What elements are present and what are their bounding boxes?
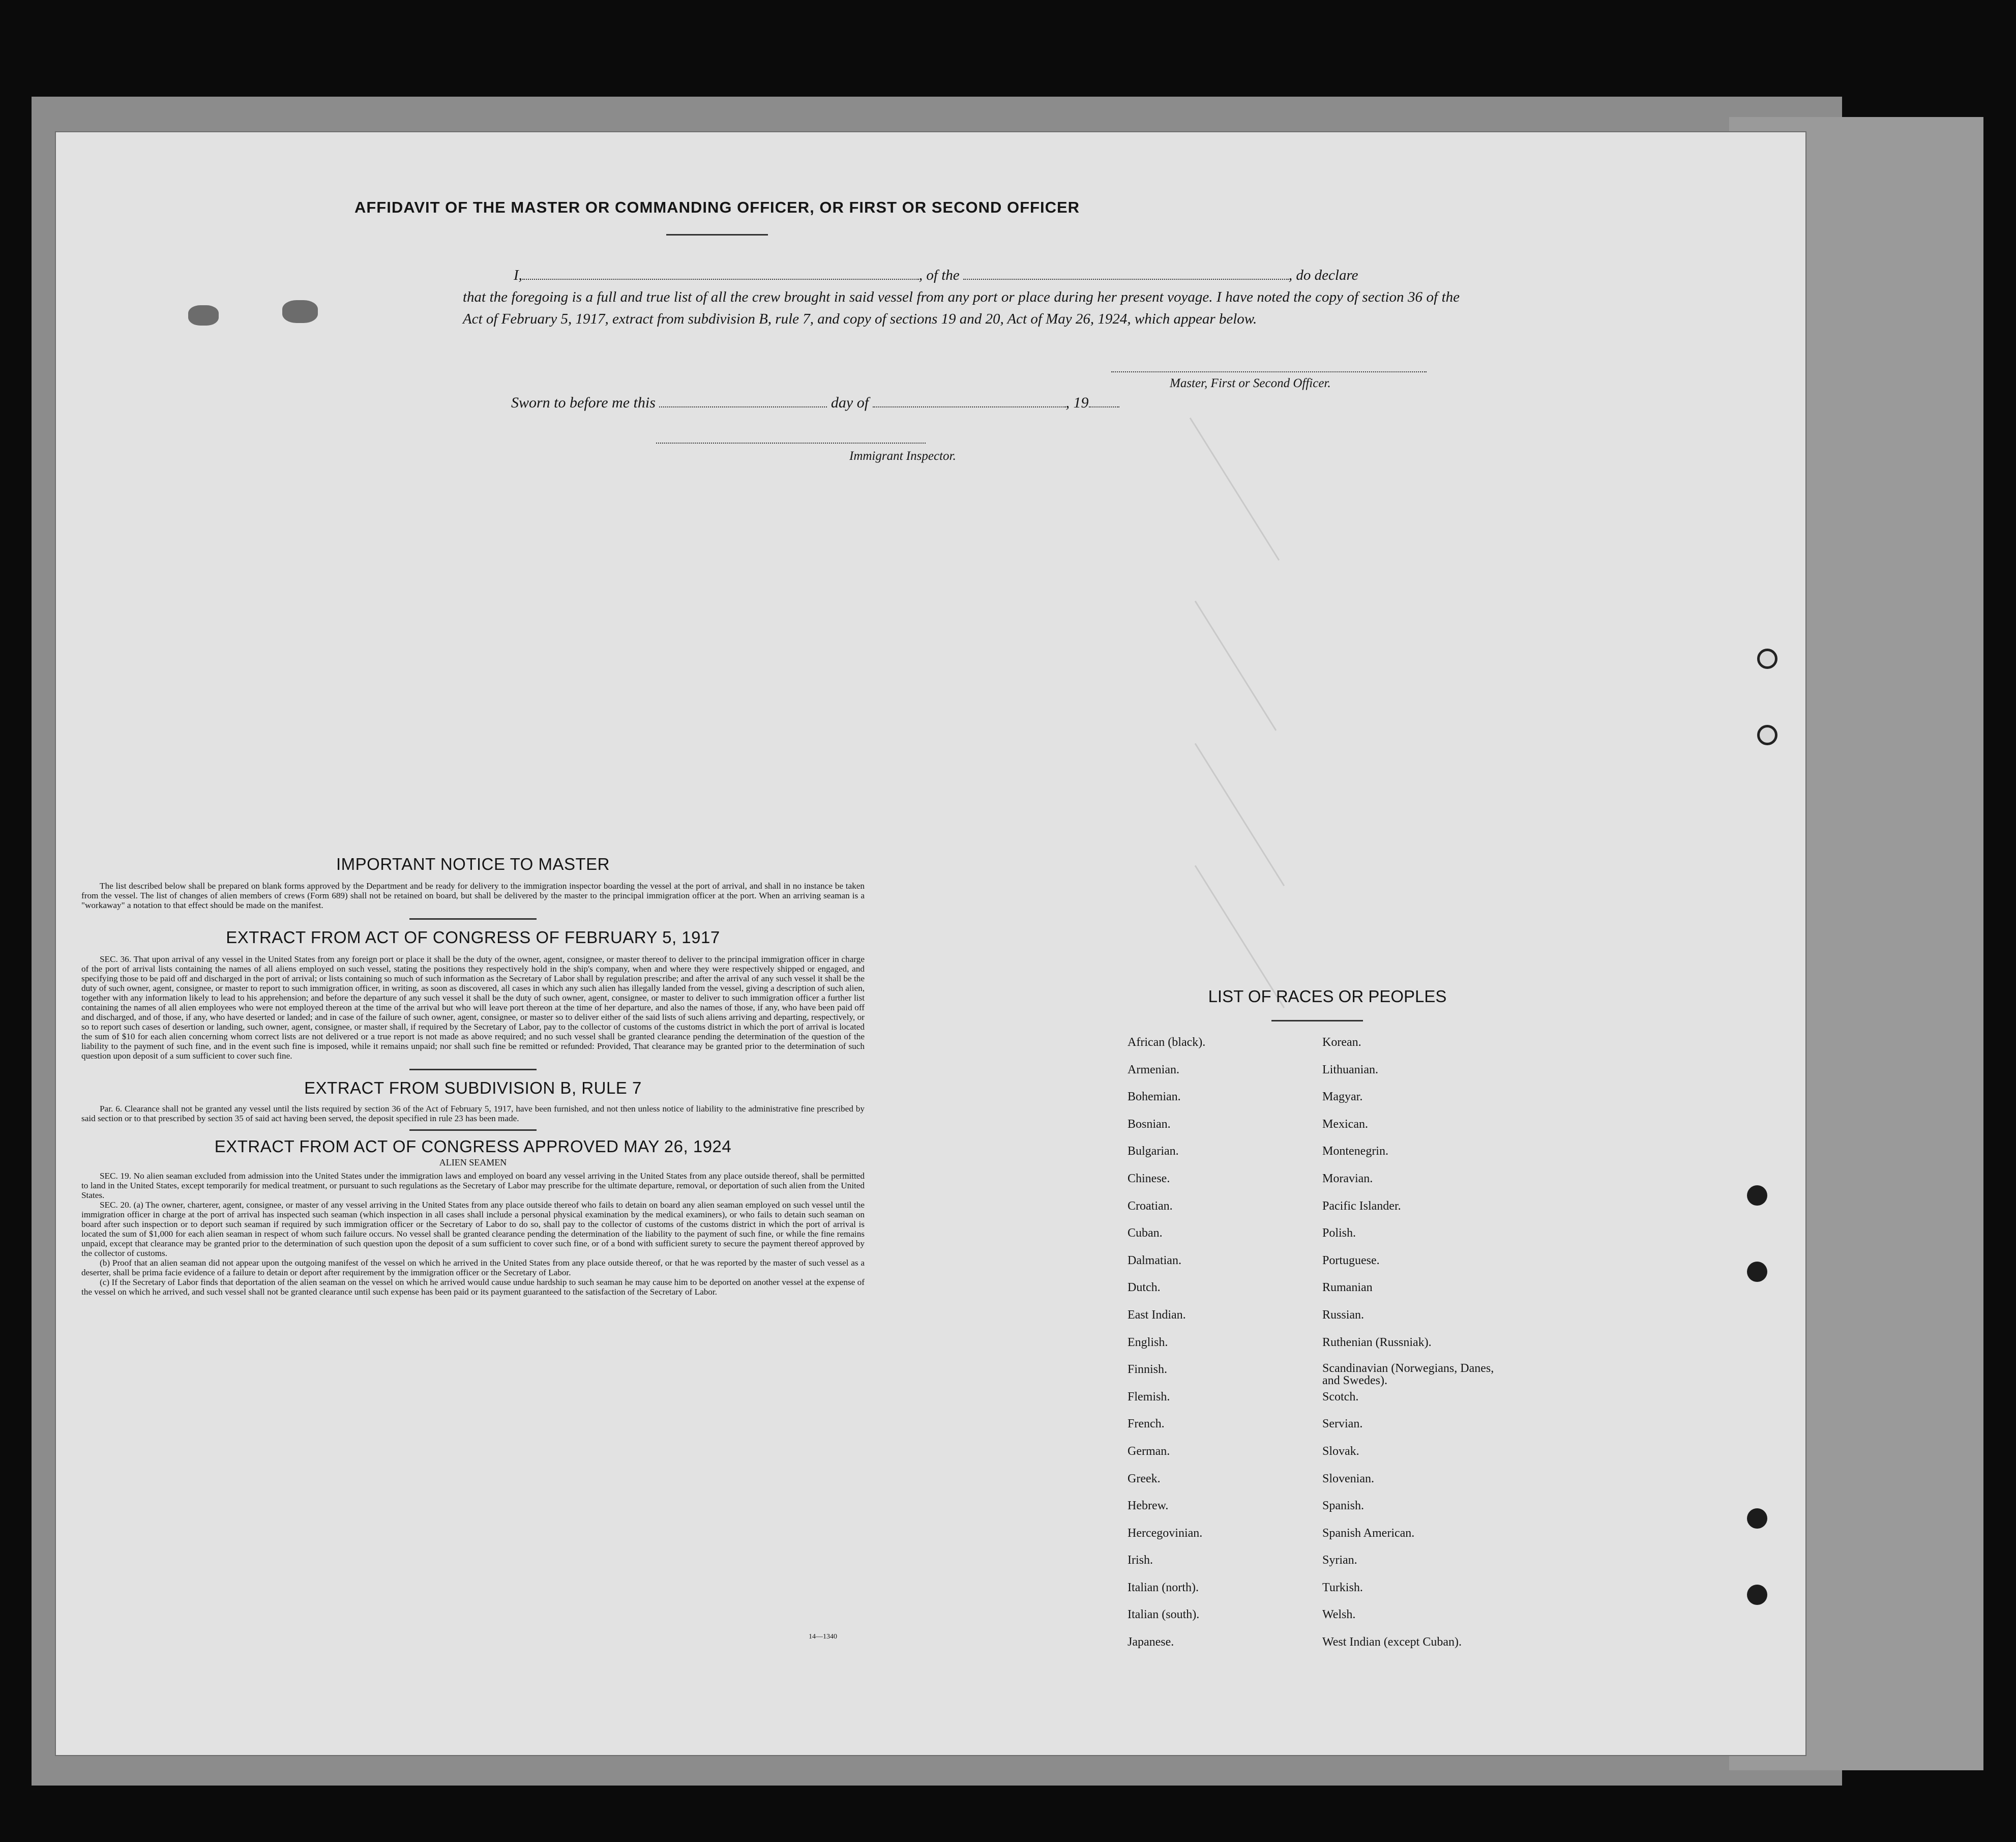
notice-title: IMPORTANT NOTICE TO MASTER xyxy=(336,855,610,873)
race-item: Moravian. xyxy=(1322,1172,1373,1185)
race-item: Flemish. xyxy=(1128,1390,1170,1404)
section-divider xyxy=(409,918,537,920)
race-item: Japanese. xyxy=(1128,1635,1174,1649)
race-item: Italian (south). xyxy=(1128,1608,1200,1622)
race-item: Polish. xyxy=(1322,1226,1356,1240)
section-divider xyxy=(409,1129,537,1131)
race-item: Servian. xyxy=(1322,1417,1363,1431)
affidavit-title: AFFIDAVIT OF THE MASTER OR COMMANDING OFFICER, OR FIRST OR SECOND OFFICER xyxy=(354,198,1080,216)
race-item: Scotch. xyxy=(1322,1390,1359,1404)
race-item: Mexican. xyxy=(1322,1117,1368,1131)
races-left-column xyxy=(1128,1035,1205,1662)
race-item: Chinese. xyxy=(1128,1172,1170,1185)
act-1924-sec20c: (c) If the Secretary of Labor finds that deportation of the alien seaman on the vessel on which he arrived would cause undue hardship to such seaman he may cause him to be deported on another vessel at the expense of the vessel on which he arrived, and such vessel shall not be granted clearance until such expense has been paid or its payment guaranteed to the satisfaction of the Secretary of Labor. xyxy=(81,1277,865,1297)
month-blank xyxy=(873,395,1066,407)
race-item: Bosnian. xyxy=(1128,1117,1171,1131)
race-item: East Indian. xyxy=(1128,1308,1186,1322)
day-blank xyxy=(659,395,827,407)
sworn-line xyxy=(511,394,1119,412)
race-item: African (black). xyxy=(1128,1036,1206,1049)
race-item: Turkish. xyxy=(1322,1581,1363,1594)
master-signature-line xyxy=(1111,371,1427,372)
bleed-mark xyxy=(1190,418,1280,561)
race-item: Slovenian. xyxy=(1322,1472,1374,1485)
race-item: Pacific Islander. xyxy=(1322,1199,1401,1213)
race-item: Korean. xyxy=(1322,1036,1361,1049)
race-item: Slovak. xyxy=(1322,1444,1359,1458)
race-item: Hebrew. xyxy=(1128,1499,1169,1513)
form-number: 14—1340 xyxy=(809,1633,837,1641)
affidavit-body: that the foregoing is a full and true list of all the crew brought in said vessel from any port or place during her present voyage. I have noted the copy of section 36 of the Act of February 5, 1917, extract from subdivision B, rule 7, and copy of sections 19 and 20, Act of May 26, 1924, which appear below. xyxy=(463,289,1460,327)
sworn-prefix: Sworn to before me this xyxy=(511,394,656,411)
name-blank xyxy=(522,267,919,280)
rule-7-title: EXTRACT FROM SUBDIVISION B, RULE 7 xyxy=(304,1078,642,1097)
race-item: Greek. xyxy=(1128,1472,1161,1485)
notice-text: The list described below shall be prepared on blank forms approved by the Department and be ready for delivery to the immigration inspector boarding the vessel at the port of arrival, and shall in no instance be taken from the vessel. The list of changes of alien members of crews (Form 689) shall not be retained on board, but shall be delivered by the master to the principal immigration officer at the port. When an arriving seaman is a "workaway" a notation to that effect should be made on the manifest. xyxy=(81,881,865,910)
act-1924-subtitle: ALIEN SEAMEN xyxy=(439,1157,507,1167)
act-1924-sec20b: (b) Proof that an alien seaman did not appear upon the outgoing manifest of the vessel on which he arrived in the United States from any place outside thereof, or that he was reported by the master of such vessel as a deserter, shall be prima facie evidence of a failure to detain or deport after requirement by the immigration officer or the Secretary of Labor. xyxy=(81,1258,865,1277)
act-1917-text: SEC. 36. That upon arrival of any vessel in the United States from any foreign port or place it shall be the duty of the owner, agent, consignee, or master thereof to deliver to the principal immigration officer in charge of the port of arrival lists containing the names of all aliens employed on such vessel, stating the positions they respectively hold in the ship's company, when and where they were respectively shipped or engaged, and specifying those to be paid off and discharged in the port of arrival; or lists containing so much of such information as the Secretary of Labor shall by regulation prescribe; and after the arrival of any such vessel it shall be the duty of such owner, agent, consignee, or master to report to such immigration officer, in writing, as soon as discovered, all cases in which any such alien has illegally landed from the vessel, giving a description of such alien, together with any information likely to lead to his apprehension; and before the departure of any such vessel it shall be the duty of such owner, agent, consignee, or master to deliver to such immigration officer a further list containing the names of all alien employees who were not employed thereon at the time of the arrival but who will leave port thereon at the time of her departure, and also the names of those, if any, who have been paid off and discharged, and of those, if any, who have deserted or landed; and in case of the failure of such owner, agent, consignee, or master so to deliver either of the said lists of such aliens arriving and departing, respectively, or so to report such cases of desertion or landing, such owner, agent, consignee, or master shall, if required by the Secretary of Labor, pay to the collector of customs of the customs district in which the port of arrival is located the sum of $10 for each alien concerning whom correct lists are not delivered or a true report is not made as above required; and no such vessel shall be granted clearance pending the determination of the question of the liability to the payment of such fine, and in the event such fine is imposed, while it remains unpaid; nor shall such fine be remitted or refunded: Provided, That clearance may be granted prior to the determination of such question upon deposit of a sum sufficient to cover such fine. xyxy=(81,954,865,1061)
binder-hole xyxy=(1757,725,1777,745)
form-page xyxy=(56,132,1805,1755)
race-item: Portuguese. xyxy=(1322,1253,1380,1267)
race-item: Magyar. xyxy=(1322,1090,1363,1104)
race-item: Italian (north). xyxy=(1128,1581,1199,1594)
binder-hole xyxy=(1747,1262,1767,1282)
races-right-column xyxy=(1322,1035,1495,1662)
races-title: LIST OF RACES OR PEOPLES xyxy=(1208,987,1447,1006)
year-prefix: , 19 xyxy=(1065,394,1089,411)
rule-7-text: Par. 6. Clearance shall not be granted any vessel until the lists required by section 36 of the Act of February 5, 1917, have been furnished, and not then unless notice of liability to the administrative fine prescribed by said section or to that prescribed by section 35 of said act having been served, the deposit specified in rule 23 has been made. xyxy=(81,1104,865,1123)
race-item: West Indian (except Cuban). xyxy=(1322,1635,1462,1649)
act-1924-title: EXTRACT FROM ACT OF CONGRESS APPROVED MAY 26, 1924 xyxy=(214,1137,732,1156)
section-divider xyxy=(409,1069,537,1070)
race-item: Rumanian xyxy=(1322,1281,1373,1295)
do-declare-label: , do declare xyxy=(1288,267,1358,283)
race-item: Armenian. xyxy=(1128,1063,1179,1076)
race-item: Cuban. xyxy=(1128,1226,1163,1240)
race-item: Spanish American. xyxy=(1322,1526,1415,1540)
race-item: Spanish. xyxy=(1322,1499,1365,1513)
bleed-mark xyxy=(1195,601,1277,731)
race-item: Croatian. xyxy=(1128,1199,1173,1213)
affidavit-text xyxy=(463,265,1460,330)
race-item: Lithuanian. xyxy=(1322,1063,1378,1076)
notice-column xyxy=(81,855,865,1297)
race-item: German. xyxy=(1128,1444,1170,1458)
year-blank xyxy=(1089,395,1119,407)
race-item: Welsh. xyxy=(1322,1608,1356,1622)
race-item: Ruthenian (Russniak). xyxy=(1322,1335,1432,1349)
race-item: Bohemian. xyxy=(1128,1090,1181,1104)
title-divider xyxy=(666,234,768,236)
ink-smudge xyxy=(188,305,219,326)
master-signature-label: Master, First or Second Officer. xyxy=(1170,376,1331,390)
binder-hole xyxy=(1747,1508,1767,1529)
binder-hole xyxy=(1747,1585,1767,1605)
inspector-signature-line xyxy=(656,443,926,444)
ink-smudge xyxy=(282,300,318,323)
race-item: French. xyxy=(1128,1417,1165,1431)
act-1924-sec19: SEC. 19. No alien seaman excluded from admission into the United States under the immigration laws and employed on board any vessel arriving in the United States from any place outside thereof, shall be permitted to land in the United States, except temporarily for medical treatment, or pursuant to such regulations as the Secretary of Labor may prescribe for the ultimate departure, removal, or deportation of such alien from the United States. xyxy=(81,1171,865,1200)
race-item: Dutch. xyxy=(1128,1281,1161,1295)
race-item: Scandinavian (Norwegians, Danes, and Swedes). xyxy=(1322,1362,1494,1388)
race-item: Bulgarian. xyxy=(1128,1145,1179,1158)
race-item: English. xyxy=(1128,1335,1168,1349)
i-prefix: I, xyxy=(514,267,522,283)
race-item: Irish. xyxy=(1128,1554,1153,1567)
binder-hole xyxy=(1757,649,1777,669)
day-of-label: day of xyxy=(831,394,869,411)
inspector-signature-label: Immigrant Inspector. xyxy=(849,449,956,463)
vessel-blank xyxy=(963,267,1289,280)
bleed-mark xyxy=(1195,743,1285,886)
act-1917-title: EXTRACT FROM ACT OF CONGRESS OF FEBRUARY 5, 1917 xyxy=(226,928,720,947)
race-item: Montenegrin. xyxy=(1322,1145,1388,1158)
race-item: Syrian. xyxy=(1322,1554,1357,1567)
races-divider xyxy=(1271,1020,1363,1021)
binder-hole xyxy=(1747,1185,1767,1206)
act-1924-sec20a: SEC. 20. (a) The owner, charterer, agent, consignee, or master of any vessel arriving in the United States from any place outside thereof who fails to detain on board any alien seaman employed on such vessel until the immigration officer in charge at the port of arrival has inspected such seaman (which inspection in all cases shall include a personal physical examination by the medical examiners), or who fails to detain such seaman on board after such inspection or to deport such seaman if required by such immigration officer or the Secretary of Labor to do so, shall pay to the collector of customs of the customs district in which the port of arrival is located the sum of $1,000 for each alien seaman in respect of whom such failure occurs. No vessel shall be granted clearance pending the determination of the liability to the payment of such fine, or while the fine remains unpaid, except that clearance may be granted prior to the determination of such question upon the deposit of a sum sufficient to cover such fine, or of a bond with sufficient surety to secure the payment thereof approved by the collector of customs. xyxy=(81,1200,865,1258)
of-the-label: , of the xyxy=(918,267,960,283)
race-item: Finnish. xyxy=(1128,1363,1168,1377)
race-item: Dalmatian. xyxy=(1128,1253,1181,1267)
race-item: Hercegovinian. xyxy=(1128,1526,1203,1540)
race-item: Russian. xyxy=(1322,1308,1365,1322)
